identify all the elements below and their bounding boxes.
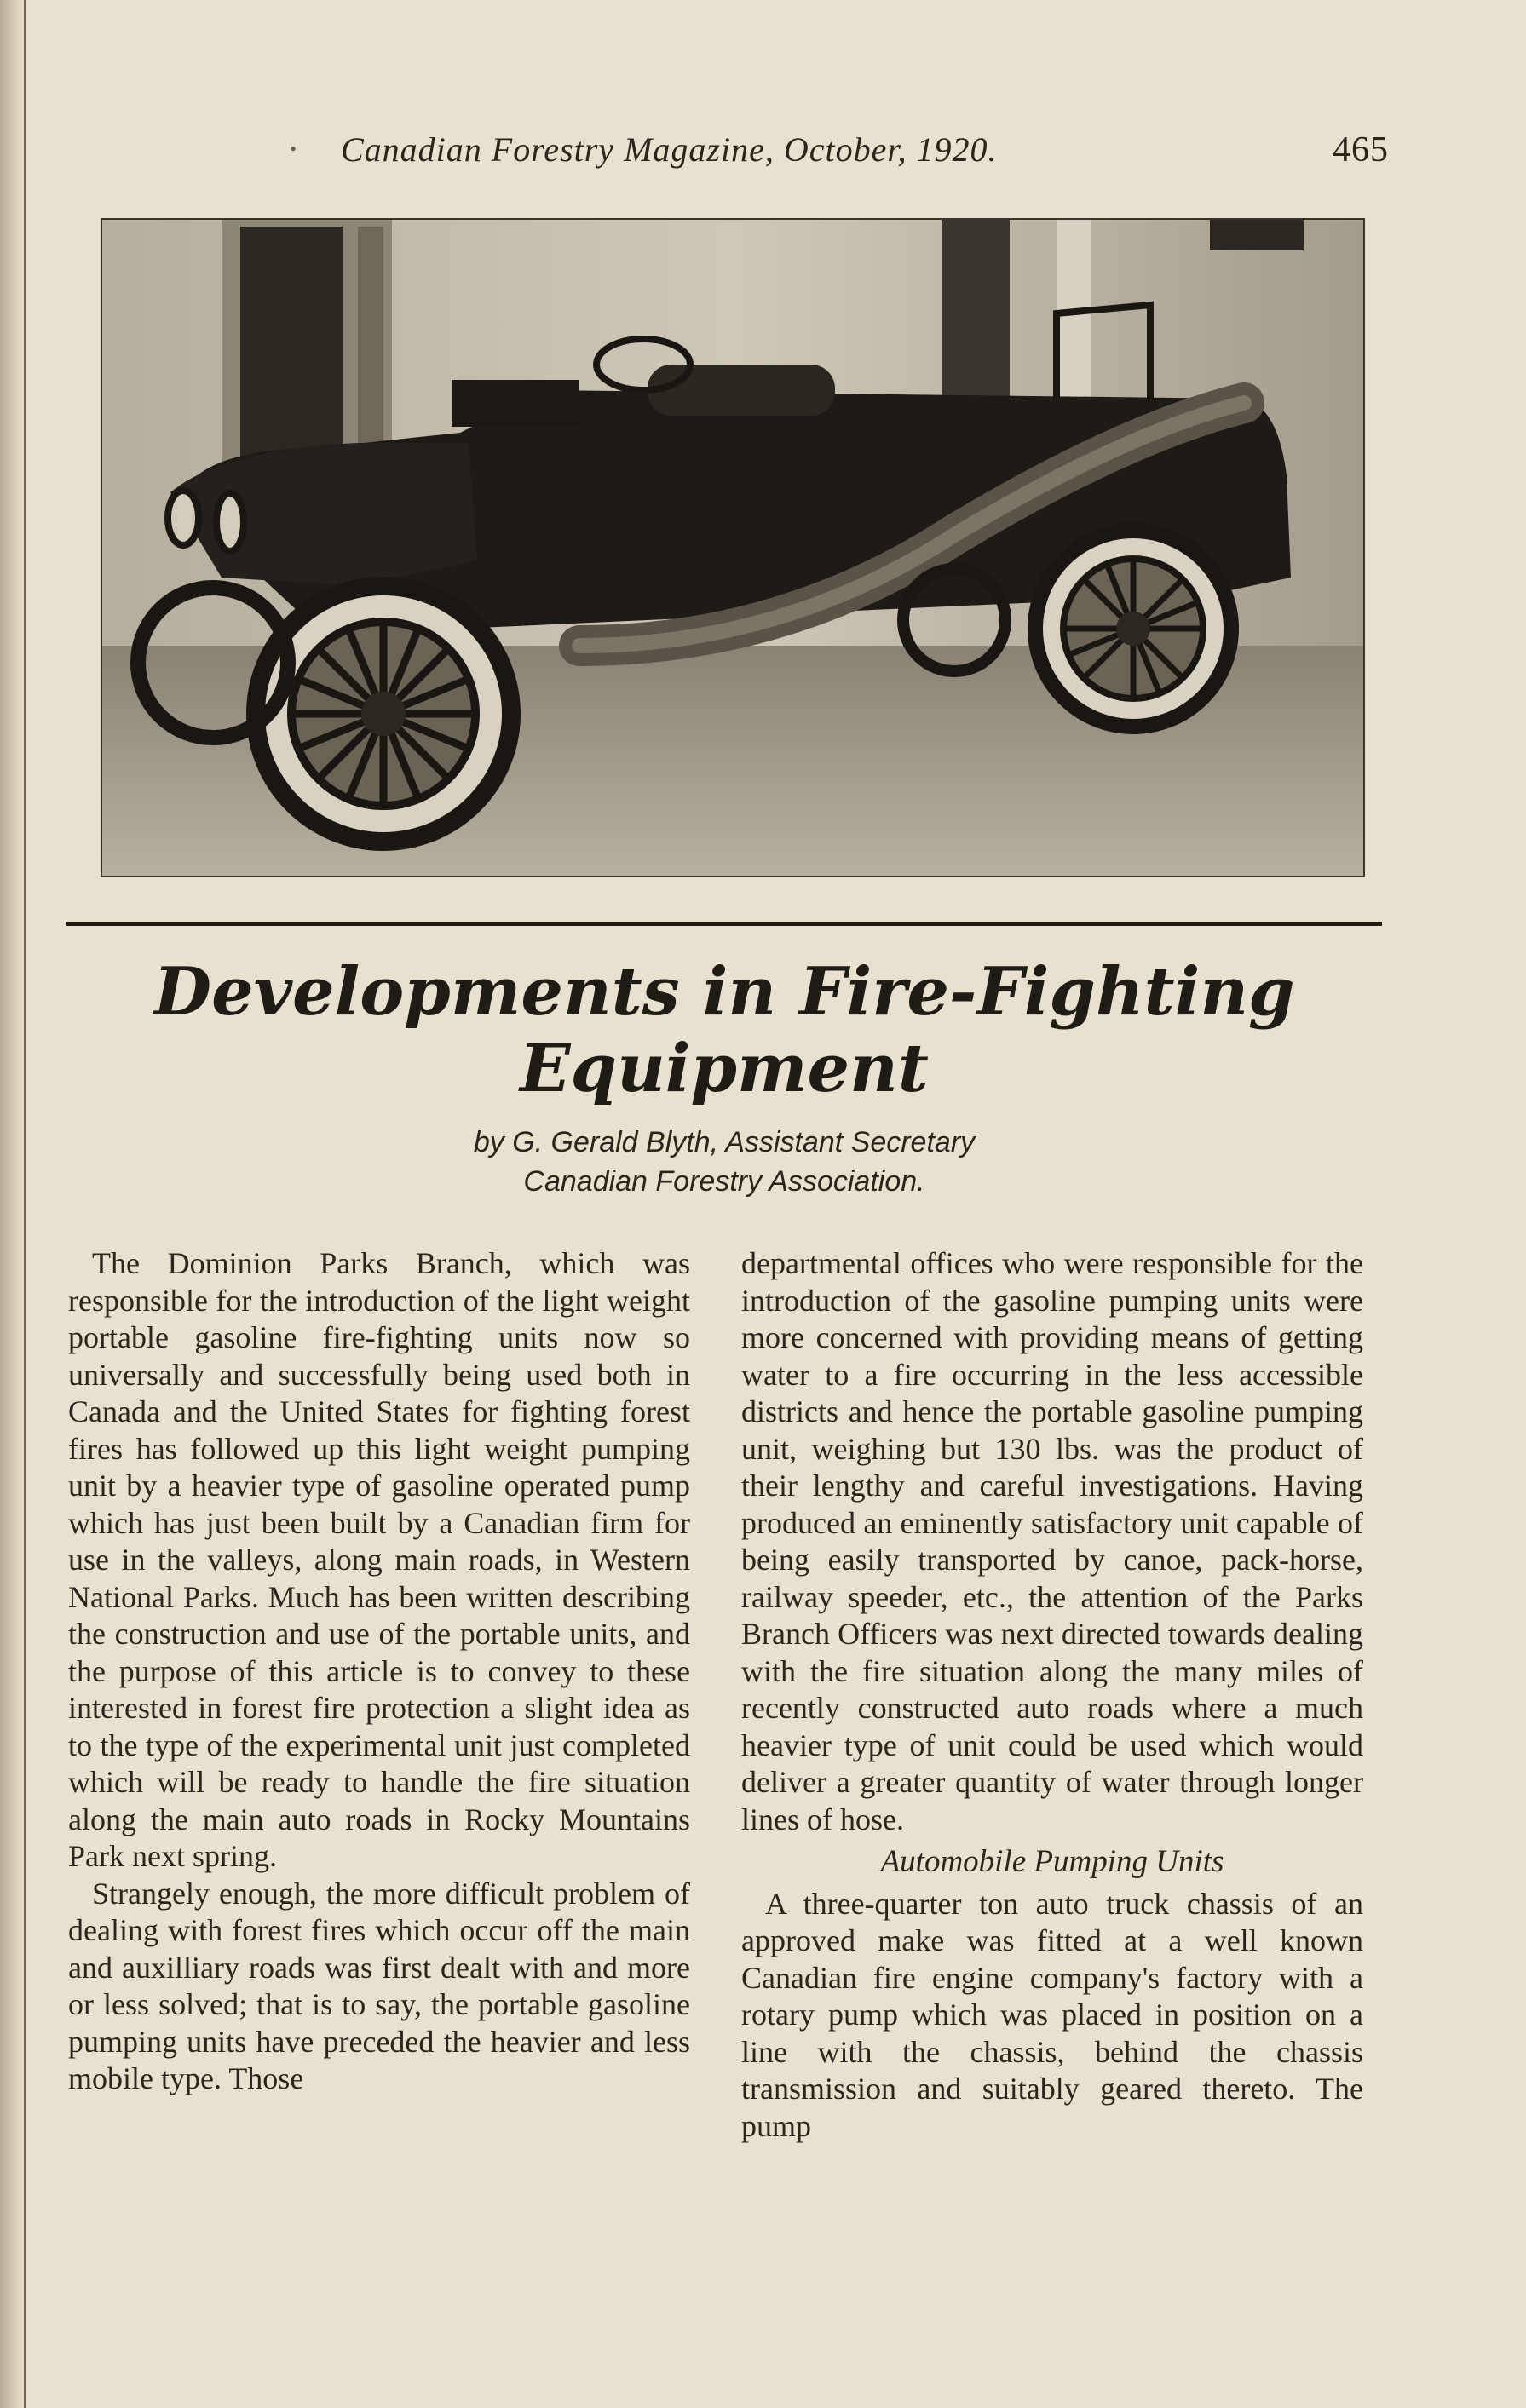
section-subheading: Automobile Pumping Units xyxy=(880,1844,1224,1879)
headline-line-2: Equipment xyxy=(520,1030,929,1107)
running-header xyxy=(290,129,1389,181)
magazine-title: Canadian Forestry Magazine, October, 1920. xyxy=(341,130,998,169)
header-rule xyxy=(66,922,1382,926)
byline-line-1: by G. Gerald Blyth, Assistant Secretary xyxy=(473,1126,976,1158)
right-column xyxy=(741,1245,1363,2145)
page-number: 465 xyxy=(1333,130,1389,170)
article-byline xyxy=(94,1123,1355,1201)
bullet-mark: • xyxy=(290,138,297,159)
paragraph: The Dominion Parks Branch, which was responsible for the introduction of the light weight portable gasoline fire-fighting units now so universally and successfully being used both in Canada and the United States for fighting forest fires has followed up this light weight pumping unit by a heavier type of gasoline operated pump which has just been built by a Canadian firm for use in the valleys, along main roads, in Western National Parks. Much has been written describing the construction and use of the portable units, and the purpose of this article is to convey to these interested in forest fire protection a slight idea as to the type of the experimental unit just completed which will be ready to handle the fire situation along the main auto roads in Rocky Mountains Park next spring. xyxy=(68,1246,690,1873)
article-headline xyxy=(94,954,1355,1107)
page-binding-edge xyxy=(0,0,26,2408)
paragraph: A three-quarter ton auto truck chassis of an approved make was fitted at a well known Canadian fire engine company's factory with a rotary pump which was placed in position on a line with the chassis, behind the chassis transmission and suitably geared thereto. The pump xyxy=(741,1886,1363,2143)
left-column xyxy=(68,1245,690,2098)
byline-line-2: Canadian Forestry Association. xyxy=(523,1165,925,1198)
paragraph: Strangely enough, the more difficult problem of dealing with forest fires which occur off the main and auxilliary roads was first dealt with and more or less solved; that is to say, the portable gasoline pumping units have preceded the heavier and less mobile type. Those xyxy=(68,1876,690,2095)
headline-line-1: Developments in Fire-Fighting xyxy=(153,953,1295,1031)
paragraph: departmental offices who were responsible for the introduction of the gasoline pumping units were more concerned with providing means of getting water to a fire occurring in the less accessible districts and hence the portable gasoline pumping unit, weighing but 130 lbs. was the product of their lengthy and careful investigations. Having produced an eminently satisfactory unit capable of being easily transported by canoe, pack-horse, railway speeder, etc., the attention of the Parks Branch Officers was next directed towards dealing with the fire situation along the many miles of recently constructed auto roads where a much heavier type of unit could be used which would deliver a greater quantity of water through longer lines of hose. xyxy=(741,1246,1363,1836)
fire-truck-photo xyxy=(101,218,1365,877)
